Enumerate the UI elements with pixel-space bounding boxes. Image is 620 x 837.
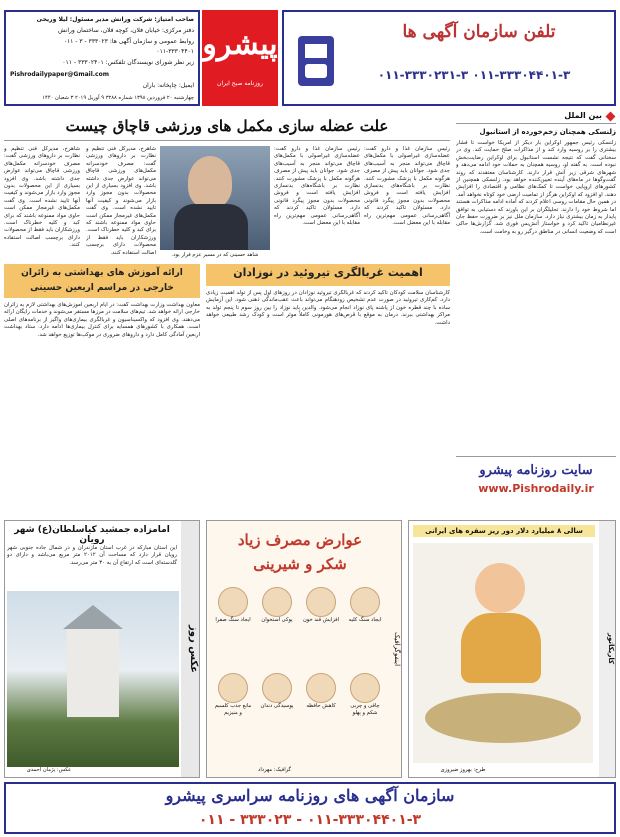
reporters-line: زیر نظر شورای نویسندگان تلفکس: ۳۳۳۰۲۴۰۱ - ۰۱۱ [62, 59, 194, 66]
right-article-body: رئیس سازمان غذا و دارو گفت: عضله‌سازی غیراصولی با مکمل‌های قاچاق می‌تواند منجر به آسیب‌های جدی شود. جوانان باید پیش از مصرف هرگونه مکمل با پزشک مشورت کنند. نظارت بر باشگاه‌های بدنسازی افزایش یافته است و فروش محصولات بدون مجوز پیگرد قانونی دارد. مسئولان تاکید کردند که آگاهی‌رسانی عمومی مهم‌ترین راه مقابله با این معضل است. [274, 146, 360, 227]
phone-line-1: روابط عمومی و سازمان آگهی ها: ۳۳۳۰۲۳ - ۳ - ۰۱۱ [63, 38, 194, 45]
gallbladder-icon [218, 587, 248, 617]
cartoon-credit: طرح: بهروز ضیروزی [440, 767, 486, 773]
infographic-credit: گرافیک: مهرداد [258, 767, 291, 773]
site-banner-title: سایت روزنامه پیشرو [479, 463, 593, 478]
date-line: چهارشنبه ۲۰ فروردین ۱۳۹۸ شماره ۳۲۸۸ ۹ آوریل ۲۰۱۹ ۳ شعبان ۱۴۴۰ [42, 95, 194, 101]
kidney-stone-icon [350, 587, 380, 617]
photo-caption: شاهد حسینی که در مسیر عزم فرار بود. [171, 252, 259, 258]
calcium-icon [218, 673, 248, 703]
world-body: زلنسکی رئیس جمهور اوکراین بار دیگر از آمریکا خواست تا فشار بیشتری را بر روسیه وارد کند و از مذاکرات صلح حمایت کند. وی در سخنانی گفت که نتیجه نشست استانبول برای اوکراین رضایت‌بخش نبوده است. به گفته او، روسیه همچنان به حملات خود ادامه می‌دهد و شهرهای شرقی زیر آتش قرار دارند. کارشناسان معتقدند که روند گفت‌وگوها در ماه‌های آینده تعیین‌کننده خواهد بود. زلنسکی همچنین از کشورهای اروپایی خواست تا کمک‌های نظامی و اقتصادی را افزایش دهند. او افزود که اوکراین هرگز از تمامیت ارضی خود کوتاه نخواهد آمد. در همین حال مقامات روسی اعلام کردند که آماده ادامه مذاکرات هستند اما شروط خود را دارند. تحلیلگران بر این باورند که دستیابی به توافق پایدار به زمان بیشتری نیاز دارد. سازمان ملل نیز بر ضرورت حفظ جان غیرنظامیان تاکید کرد و خواستار آتش‌بس فوری شد. گزارش‌ها حاکی است که وضعیت انسانی در مناطق درگیر رو به وخامت است. [456, 140, 616, 235]
infographic-side-label: اینفوگرافیک [393, 631, 401, 667]
fax-icon [298, 36, 334, 86]
main-headline: علت عضله سازی مکمل های ورزشی قاچاق چیست [4, 112, 450, 141]
ad-title: تلفن سازمان آگهی ها [402, 22, 556, 42]
photo-report-credit: عکس: پژمان احمدی [26, 767, 72, 773]
logo-text: پیشرو [202, 27, 278, 62]
cartoon-title: سالی ۸ میلیارد دلار دور ریز سفره های ایرانی [413, 525, 595, 537]
article2-body: معاون بهداشت وزارت بهداشت گفت: در ایام اربعین آموزش‌های بهداشتی لازم به زائران خارجی ارائه خواهد شد. تیم‌های سلامت در مرزها مستقر می‌شوند و خدمات رایگان ارائه می‌دهند. وی افزود که واکسیناسیون و غربالگری بیماری‌های واگیر از برنامه‌های اصلی است. همکاری با کشورهای همسایه برای کنترل بیماری‌ها ادامه دارد. ستاد بهداشت اربعین آمادگی کامل دارد و داروهای ضروری در موکب‌ها توزیع خواهد شد. [4, 302, 200, 338]
cartoon-illustration [413, 543, 593, 763]
world-headline: زلنسکی همچنان زخم‌خورده از استانبول [479, 128, 616, 136]
brain-icon [306, 673, 336, 703]
news-photo [160, 146, 270, 250]
email[interactable]: Pishrodailypaper@Gmail.com [10, 71, 109, 78]
bottom-ad-title: سازمان آگهی های روزنامه سراسری پیشرو [165, 786, 455, 805]
infographic-item: کاهش حافظه [301, 673, 341, 753]
infographic-item: پوسیدگی دندان [257, 673, 297, 753]
bottom-ad-box [4, 782, 616, 834]
office-line: دفتر مرکزی: خیابان فلان، کوچه فلان، ساختمان ورانش [58, 27, 194, 34]
photo-report-box [4, 520, 200, 778]
tooth-icon [262, 673, 292, 703]
left-article-body-2: شاهرخ، مدیرکل فنی تنظیم و نظارت بر داروهای ورزشی گفت: مصرف خودسرانه مکمل‌های ورزشی قاچاق می‌تواند عوارض جدی داشته باشد. وی افزود بسیاری از این محصولات بدون مجوز وارد بازار می‌شوند و کیفیت آنها تایید نشده است. وی گفت مکمل‌های غیرمجاز ممکن است حاوی مواد ممنوعه باشند که برای کبد و کلیه خطرناک است. ورزشکاران باید فقط از محصولات دارای برچسب اصالت استفاده کنند. [86, 146, 156, 256]
infographic-title-2: شکر و شیرینی [253, 555, 347, 573]
cartoon-side-label: کاریکاتور [599, 521, 615, 777]
obesity-icon [350, 673, 380, 703]
photo-report-body: این آستان مبارکه در غرب استان مازندران و در شمال جاده جنوبی شهر رویان قرار دارد که مساحت آن ۲۰۱۲ متر مربع می‌باشد و دارای دو گلدسته‌ای است که ارتفاع آن به ۳۰ متر می‌رسد. [7, 545, 177, 566]
section-title: بین الملل [564, 111, 602, 120]
infographic-title-1: عوارض مصرف زیاد [237, 531, 363, 549]
site-banner-url[interactable]: www.Pishrodaily.ir [478, 482, 594, 495]
infographic-item: مانع جذب کلسیم و منیزیم [213, 673, 253, 753]
infographic-item: ایجاد سنگ صفرا [213, 587, 253, 667]
print-line: ایمیل: چاپخانه: باران [142, 82, 194, 89]
world-section-header [456, 110, 616, 124]
infographic-item: افزایش قند خون [301, 587, 341, 667]
cartoon-box [408, 520, 616, 778]
infographic-item: پوکی استخوان [257, 587, 297, 667]
phone-line-2: ۰۱۱-۳۳۳۰۴۴۰۱ [156, 48, 194, 55]
infographic-box [206, 520, 402, 778]
infographic-item: ایجاد سنگ کلیه [345, 587, 385, 667]
bottom-ad-phones: ۰۱۱-۳۳۳۰۴۴۰۱-۳ - ۳۳۳۰۲۳ - ۰۱۱ [198, 812, 422, 828]
article3-headline: اهمیت غربالگری تیروئید در نوزادان [206, 264, 450, 286]
shrine-photo [7, 591, 179, 767]
logo-tagline: روزنامه صبح ایران [217, 80, 263, 87]
left-article-body: شاهرخ، مدیرکل فنی تنظیم و نظارت بر داروهای ورزشی گفت: مصرف خودسرانه مکمل‌های ورزشی قاچاق می‌تواند عوارض جدی داشته باشد. وی افزود بسیاری از این محصولات بدون مجوز وارد بازار می‌شوند و کیفیت آنها تایید نشده است. وی گفت مکمل‌های غیرمجاز ممکن است حاوی مواد ممنوعه باشند که برای کبد و کلیه خطرناک است. ورزشکاران باید فقط از محصولات دارای برچسب اصالت استفاده کنند. [4, 146, 80, 249]
photo-report-side-label: عکس روز [181, 521, 199, 777]
article3-body: کارشناسان سلامت کودکان تاکید کردند که غربالگری تیروئید نوزادان در روزهای اول پس از تولد اهمیت زیادی دارد. کم‌کاری تیروئید در صورت عدم تشخیص زودهنگام می‌تواند باعث عقب‌ماندگی ذهنی شود. این آزمایش ساده با چند قطره خون از پاشنه پای نوزاد انجام می‌شود. والدین باید نوزاد را بین روز سوم تا پنجم تولد به مراکز بهداشتی ببرند. درمان به موقع با قرص‌های هورمونی کاملاً موثر است و کودک رشد طبیعی خواهد داشت. [206, 290, 450, 326]
blood-sugar-icon [306, 587, 336, 617]
section-diamond-icon [606, 112, 616, 122]
masthead-info-box [4, 10, 200, 106]
publisher-line: صاحب امتیاز: شرکت ورانش مدیر مسئول: لیلا وریحی [36, 16, 194, 23]
right-article-body-2: رئیس سازمان غذا و دارو گفت: عضله‌سازی غیراصولی با مکمل‌های قاچاق می‌تواند منجر به آسیب‌های جدی شود. جوانان باید پیش از مصرف هرگونه مکمل با پزشک مشورت کنند. نظارت بر باشگاه‌های بدنسازی افزایش یافته است و فروش محصولات بدون مجوز پیگرد قانونی دارد. مسئولان تاکید کردند که آگاهی‌رسانی عمومی مهم‌ترین راه مقابله با این معضل است. [364, 146, 450, 227]
bone-icon [262, 587, 292, 617]
ad-phones: ۰۱۱-۳۳۳۰۴۴۰۱-۳ ۰۱۱-۳۳۳۰۲۳۱-۳ [377, 68, 571, 82]
infographic-item: چاقی و چربی شکم و پهلو [345, 673, 385, 753]
infographic-grid [213, 587, 385, 767]
newspaper-logo [202, 10, 278, 106]
site-banner[interactable] [456, 456, 616, 508]
top-ad-box [282, 10, 616, 106]
article2-headline: ارائه آموزش های بهداشتی به زائران خارجی در مراسم اربعین حسینی [4, 264, 200, 298]
photo-report-title: امامزاده جمشید کیاسلطان(ع) شهر رویان [14, 525, 170, 545]
